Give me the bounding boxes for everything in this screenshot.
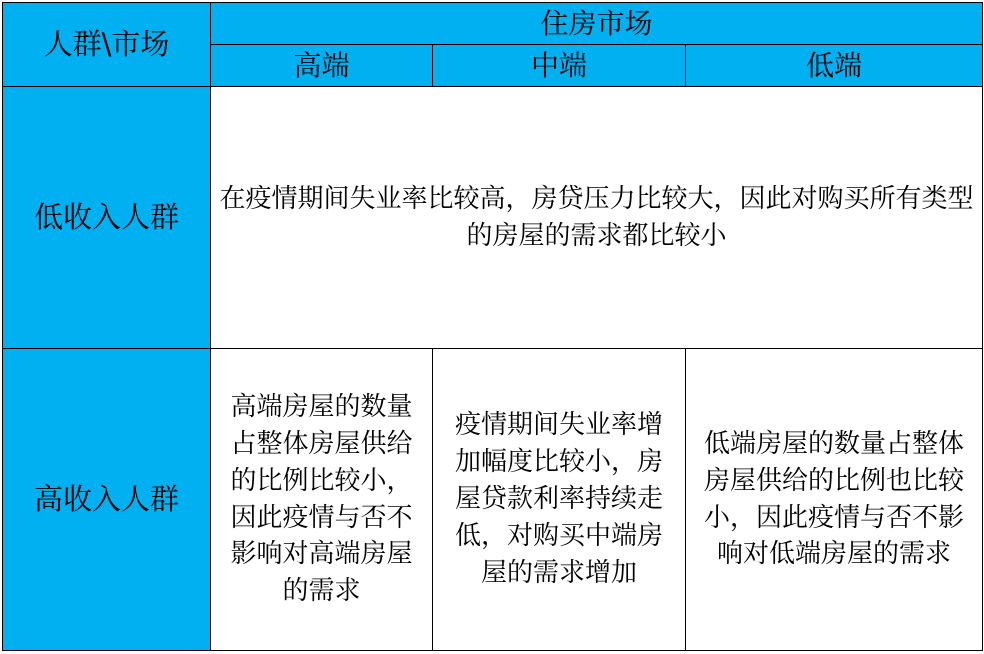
high-income-mid-tier-cell: 疫情期间失业率增加幅度比较小，房屋贷款利率持续走低，对购买中端房屋的需求增加 <box>432 348 686 651</box>
high-income-low-tier-cell: 低端房屋的数量占整体房屋供给的比例也比较小，因此疫情与否不影响对低端房屋的需求 <box>685 348 983 651</box>
row-header-low-income: 低收入人群 <box>2 86 211 349</box>
high-income-high-tier-cell: 高端房屋的数量占整体房屋供给的比例比较小，因此疫情与否不影响对高端房屋的需求 <box>210 348 433 651</box>
tier-header-mid: 中端 <box>432 44 686 87</box>
tier-header-high: 高端 <box>210 44 433 87</box>
market-header: 住房市场 <box>210 2 983 45</box>
row-header-high-income: 高收入人群 <box>2 348 211 651</box>
tier-header-low: 低端 <box>685 44 983 87</box>
corner-header: 人群\市场 <box>2 2 211 87</box>
low-income-all-tiers-cell: 在疫情期间失业率比较高，房贷压力比较大，因此对购买所有类型的房屋的需求都比较小 <box>210 86 983 349</box>
housing-demand-table <box>2 2 982 650</box>
